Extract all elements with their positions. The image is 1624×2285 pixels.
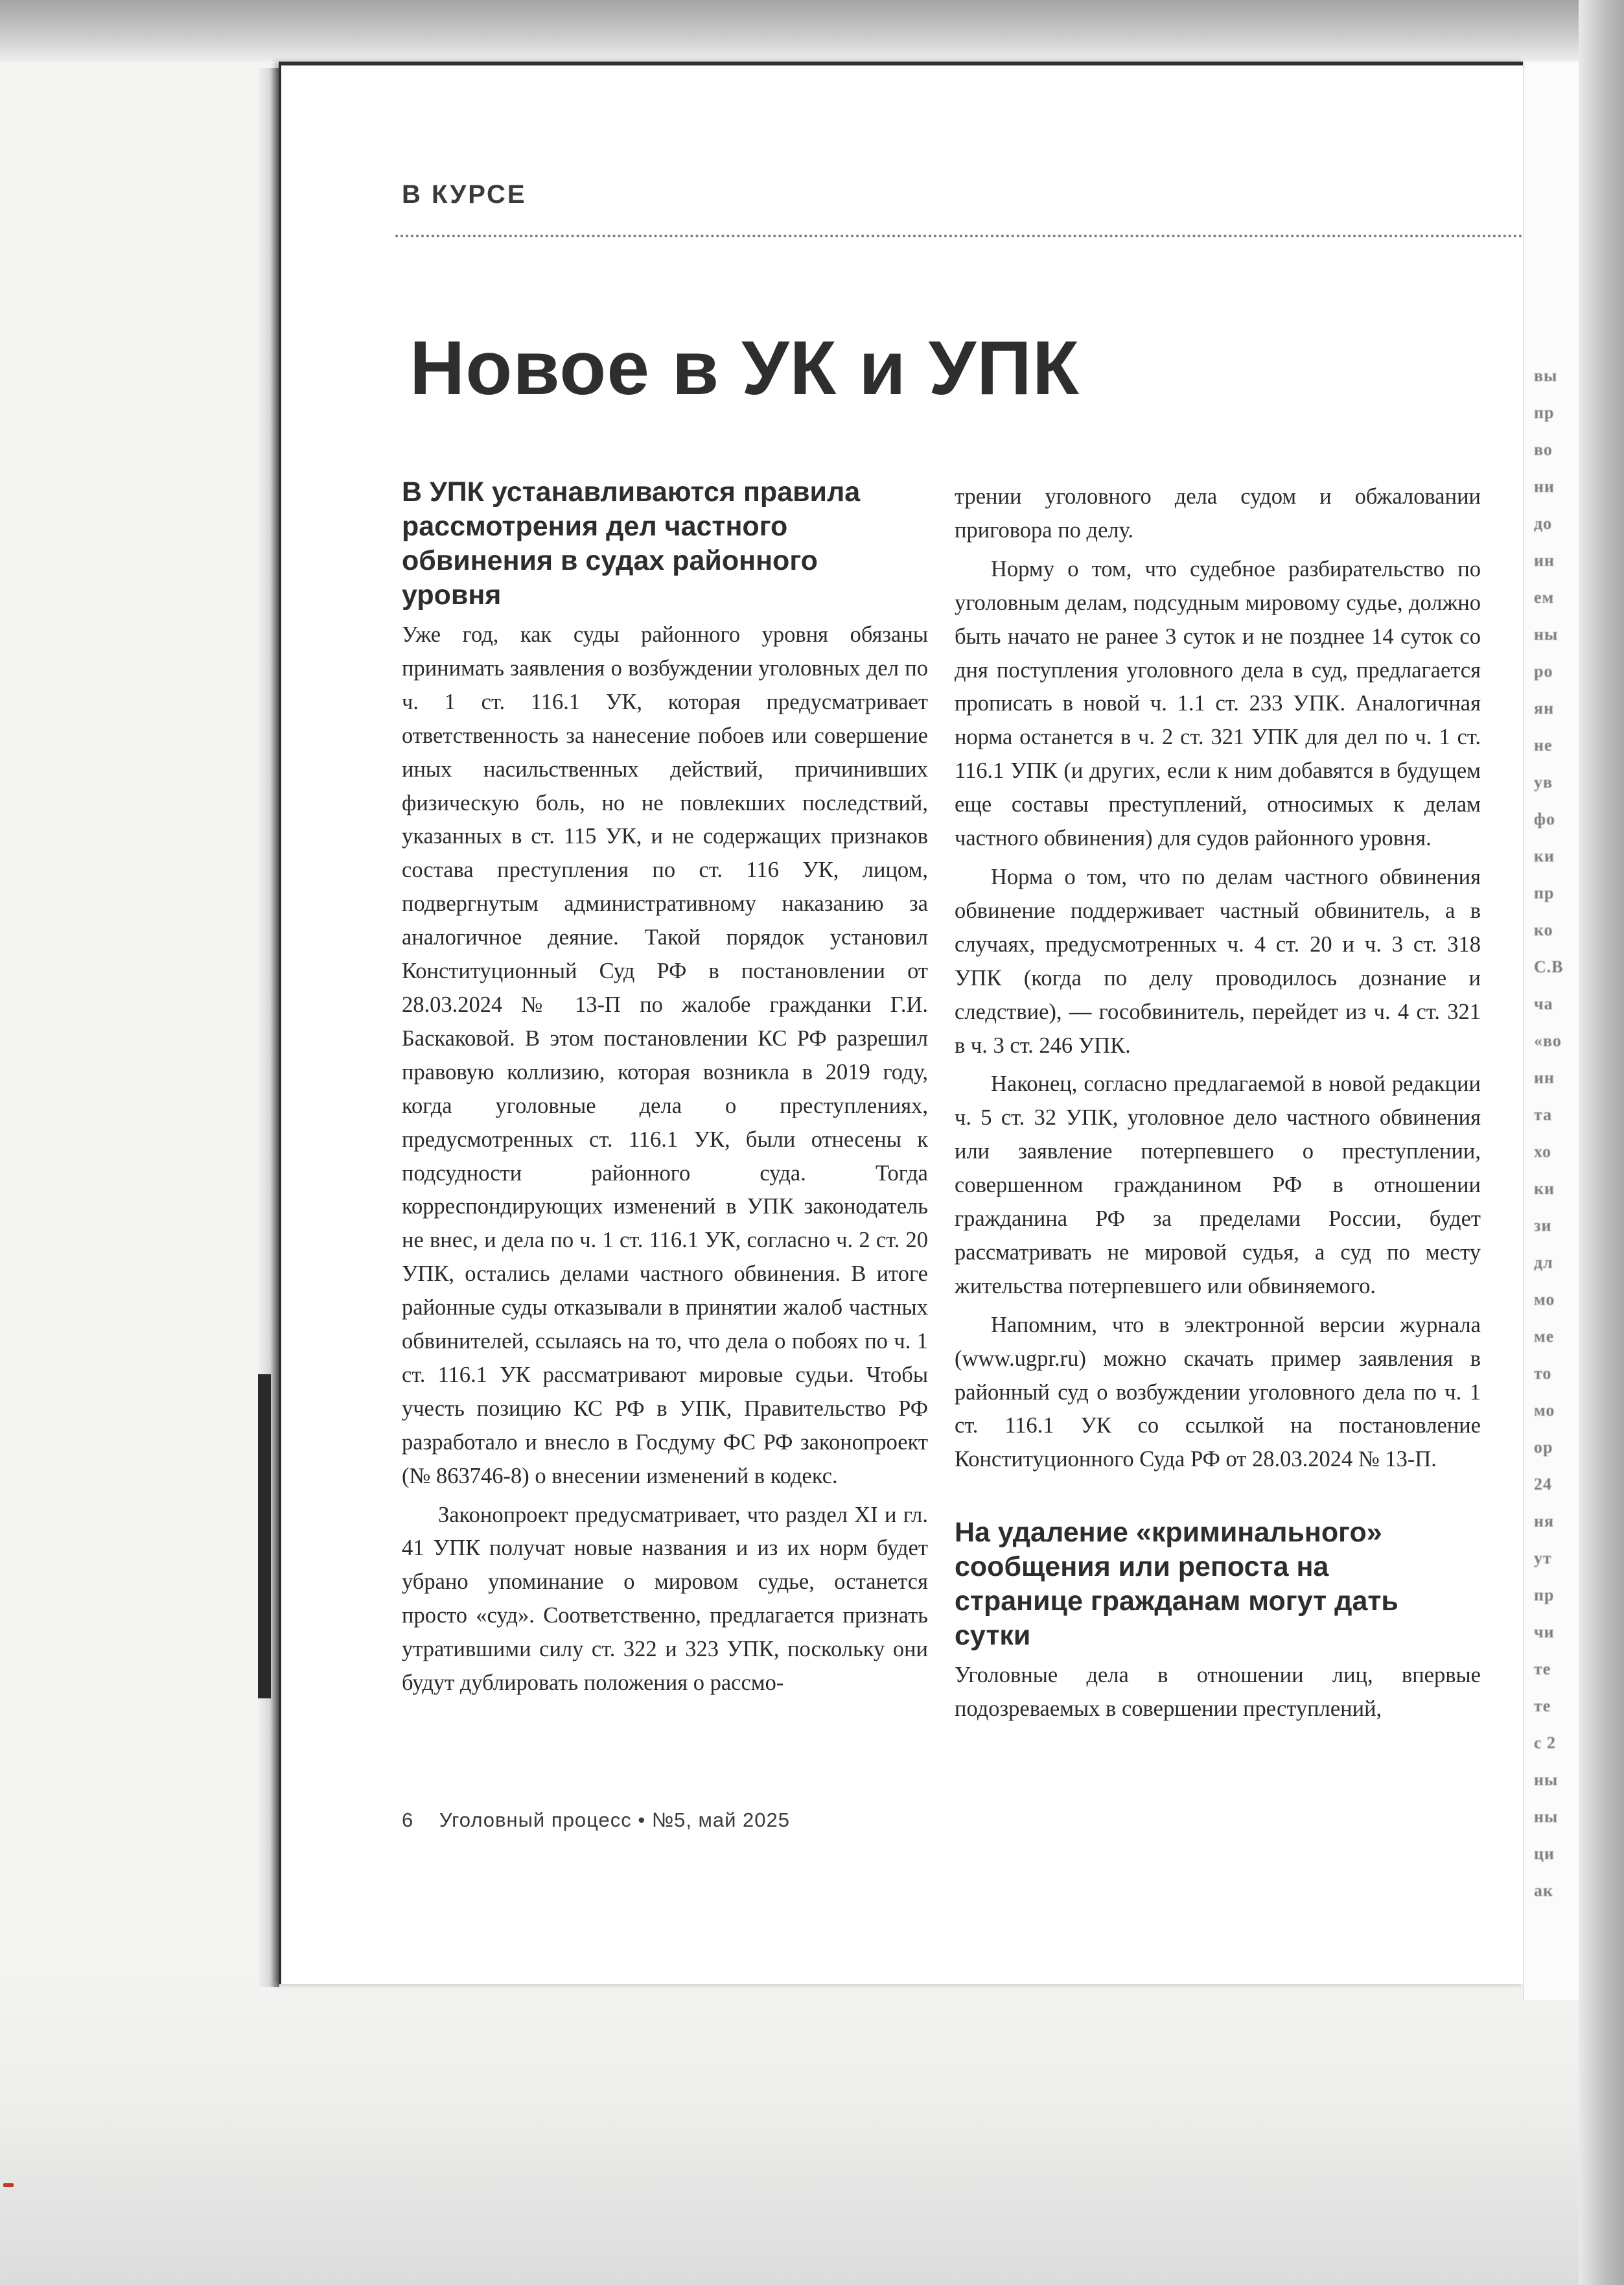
next-page-fragment: чи bbox=[1534, 1623, 1555, 1641]
next-page-fragment: вы bbox=[1534, 366, 1558, 385]
scan-shadow-right bbox=[1579, 0, 1624, 2285]
next-page-fragment: ян bbox=[1534, 699, 1555, 718]
next-page-fragment: ин bbox=[1534, 1068, 1555, 1087]
next-page-fragment: ор bbox=[1534, 1438, 1553, 1457]
next-page-fragment: ем bbox=[1534, 588, 1555, 607]
next-page-fragment: С.В bbox=[1534, 957, 1564, 976]
scan-shadow-top bbox=[0, 0, 1624, 62]
next-page-strip bbox=[1523, 62, 1579, 2000]
next-page-fragment: мо bbox=[1534, 1290, 1555, 1309]
next-page-fragment: хо bbox=[1534, 1142, 1552, 1161]
next-page-fragment: ны bbox=[1534, 1807, 1559, 1826]
article-heading: В УПК устанавливаются правила рассмотрения дел частного обвинения в судах районного уровня bbox=[402, 476, 861, 611]
next-page-fragment: ко bbox=[1534, 920, 1553, 939]
next-page-fragment: ме bbox=[1534, 1327, 1555, 1346]
section-label: В КУРСЕ bbox=[402, 180, 527, 209]
page-number: 6 bbox=[402, 1809, 414, 1831]
next-page-fragment: мо bbox=[1534, 1401, 1555, 1420]
next-page-fragment: ин bbox=[1534, 551, 1555, 570]
article-paragraph: Уже год, как суды районного уровня обязаны принимать заявления о возбуждении уголовных дел по ч. 1 ст. 116.1 УК, которая предусматривает ответственность за нанесение побоев или совершение иных насильственных действий, причинивших физическую боль, но не повлекших последствий, указанных в ст. 115 УК, и не содержащих признаков состава преступления по ст. 116 УК, лицом, подвергнутым административному наказанию за аналогичное деяние. Такой порядок установил Конституционный Суд РФ в постановлении от 28.03.2024 № 13-П по жалобе гражданки Г.И. Баскаковой. В этом постановлении КС РФ разрешил правовую коллизию, которая возникла в 2019 году, когда уголовные дела о преступлениях, предусмотренных ст. 116.1 УК, были отнесены к подсудности районного суда. Тогда корреспондирующих изменений в УПК законодатель не внес, и дела по ч. 1 ст. 116.1 УК, согласно ч. 2 ст. 20 УПК, остались делами частного обвинения. В итоге районные суды отказывали в принятии жалоб частных обвинителей, ссылаясь на то, что дела о побоях по ч. 1 ст. 116.1 УК рассматривают мировые судьи. Чтобы учесть позицию КС РФ в УПК, Правительство РФ разработало и внесло в Госдуму ФС РФ законопроект (№ 863746-8) о внесении изменений в кодекс. bbox=[402, 622, 928, 1488]
next-page-fragment: пр bbox=[1534, 403, 1555, 422]
next-page-fragment: ни bbox=[1534, 477, 1555, 496]
next-page-fragment: ак bbox=[1534, 1881, 1553, 1900]
scan-mark bbox=[3, 2183, 14, 2187]
next-page-fragment: ча bbox=[1534, 994, 1553, 1013]
article-paragraph-continued: трении уголовного дела судом и обжаловании приговора по делу. bbox=[955, 484, 1481, 543]
column-left bbox=[402, 475, 928, 1700]
dotted-divider bbox=[395, 235, 1523, 237]
next-page-fragment: «во bbox=[1534, 1031, 1562, 1050]
next-page-fragment: не bbox=[1534, 736, 1553, 755]
next-page-fragment: ны bbox=[1534, 625, 1559, 644]
next-page-fragment: во bbox=[1534, 440, 1553, 459]
page-edge-shadow bbox=[256, 68, 279, 1987]
next-page-fragment: до bbox=[1534, 514, 1553, 533]
next-page-fragment: те bbox=[1534, 1659, 1551, 1678]
next-page-fragment: дл bbox=[1534, 1253, 1553, 1272]
next-page-fragment: та bbox=[1534, 1105, 1553, 1124]
article-paragraph: Норма о том, что по делам частного обвинения обвинение поддерживает частный обвинитель, а в случаях, предусмотренных ч. 4 ст. 20 и ч. 3 ст. 318 УПК (когда по делу проводилось дознание и следствие), — гособвинитель, перейдет из ч. 4 ст. 321 в ч. 3 ст. 246 УПК. bbox=[955, 864, 1481, 1058]
next-page-fragment: то bbox=[1534, 1364, 1552, 1383]
next-page-fragment: ны bbox=[1534, 1770, 1559, 1789]
next-page-fragment: те bbox=[1534, 1696, 1551, 1715]
spine-shadow bbox=[258, 1374, 271, 1698]
next-page-fragment: ув bbox=[1534, 773, 1553, 791]
next-page-fragment: зи bbox=[1534, 1216, 1552, 1235]
scan-background-bottom bbox=[0, 1977, 1624, 2285]
journal-name: Уголовный процесс • №5, май 2025 bbox=[439, 1809, 790, 1831]
article-paragraph: Уголовные дела в отношении лиц, впервые подозреваемых в совершении преступлений, bbox=[955, 1663, 1481, 1722]
column-right bbox=[955, 480, 1481, 1726]
page-title: Новое в УК и УПК bbox=[410, 325, 1080, 411]
article-paragraph: Норму о том, что судебное разбирательство по уголовным делам, подсудным мировому судье, должно быть начато не ранее 3 суток и не позднее 14 суток со дня поступления уголовного дела в суд, предлагается прописать в новой ч. 1.1 ст. 233 УПК. Аналогичная норма останется в ч. 2 ст. 321 УПК для дел по ч. 1 ст. 116.1 УПК (и других, если к ним добавятся в будущем еще составы преступлений, относимых к делам частного обвинения) для судов районного уровня. bbox=[955, 556, 1481, 851]
next-page-fragment: ки bbox=[1534, 1179, 1555, 1198]
next-page-fragment: фо bbox=[1534, 810, 1555, 828]
next-page-fragment: ро bbox=[1534, 662, 1553, 681]
next-page-fragment: ци bbox=[1534, 1844, 1555, 1863]
article-paragraph: Напомним, что в электронной версии журнала (www.ugpr.ru) можно скачать пример заявления в районный суд о возбуждении уголовного дела по ч. 1 ст. 116.1 УК со ссылкой на постановление Конституционного Суда РФ от 28.03.2024 № 13-П. bbox=[955, 1312, 1481, 1472]
next-page-fragment: пр bbox=[1534, 1586, 1555, 1604]
page-footer bbox=[402, 1809, 790, 1832]
next-page-fragment: ки bbox=[1534, 847, 1555, 865]
next-page-fragment: 24 bbox=[1534, 1475, 1552, 1494]
next-page-fragment: с 2 bbox=[1534, 1733, 1557, 1752]
next-page-fragment: ня bbox=[1534, 1512, 1555, 1530]
article-paragraph: Законопроект предусматривает, что раздел XI и гл. 41 УПК получат новые названия и из их норм будет убрано упоминание о мировом судье, останется просто «суд». Соответственно, предлагается признать утратившими силу ст. 322 и 323 УПК, поскольку они будут дублировать положения о рассмо- bbox=[402, 1502, 928, 1696]
article-paragraph: Наконец, согласно предлагаемой в новой редакции ч. 5 ст. 32 УПК, уголовное дело частного обвинения или заявление потерпевшего о преступлении, совершенном гражданином РФ в отношении гражданина РФ за пределами России, будет рассматривать не мировой судья, а суд по месту жительства потерпевшего или обвиняемого. bbox=[955, 1072, 1481, 1298]
next-page-fragment: ут bbox=[1534, 1549, 1552, 1567]
article-heading: На удаление «криминального» сообщения или репоста на странице гражданам могут дать сутки bbox=[955, 1517, 1398, 1652]
next-page-fragment: пр bbox=[1534, 884, 1555, 902]
